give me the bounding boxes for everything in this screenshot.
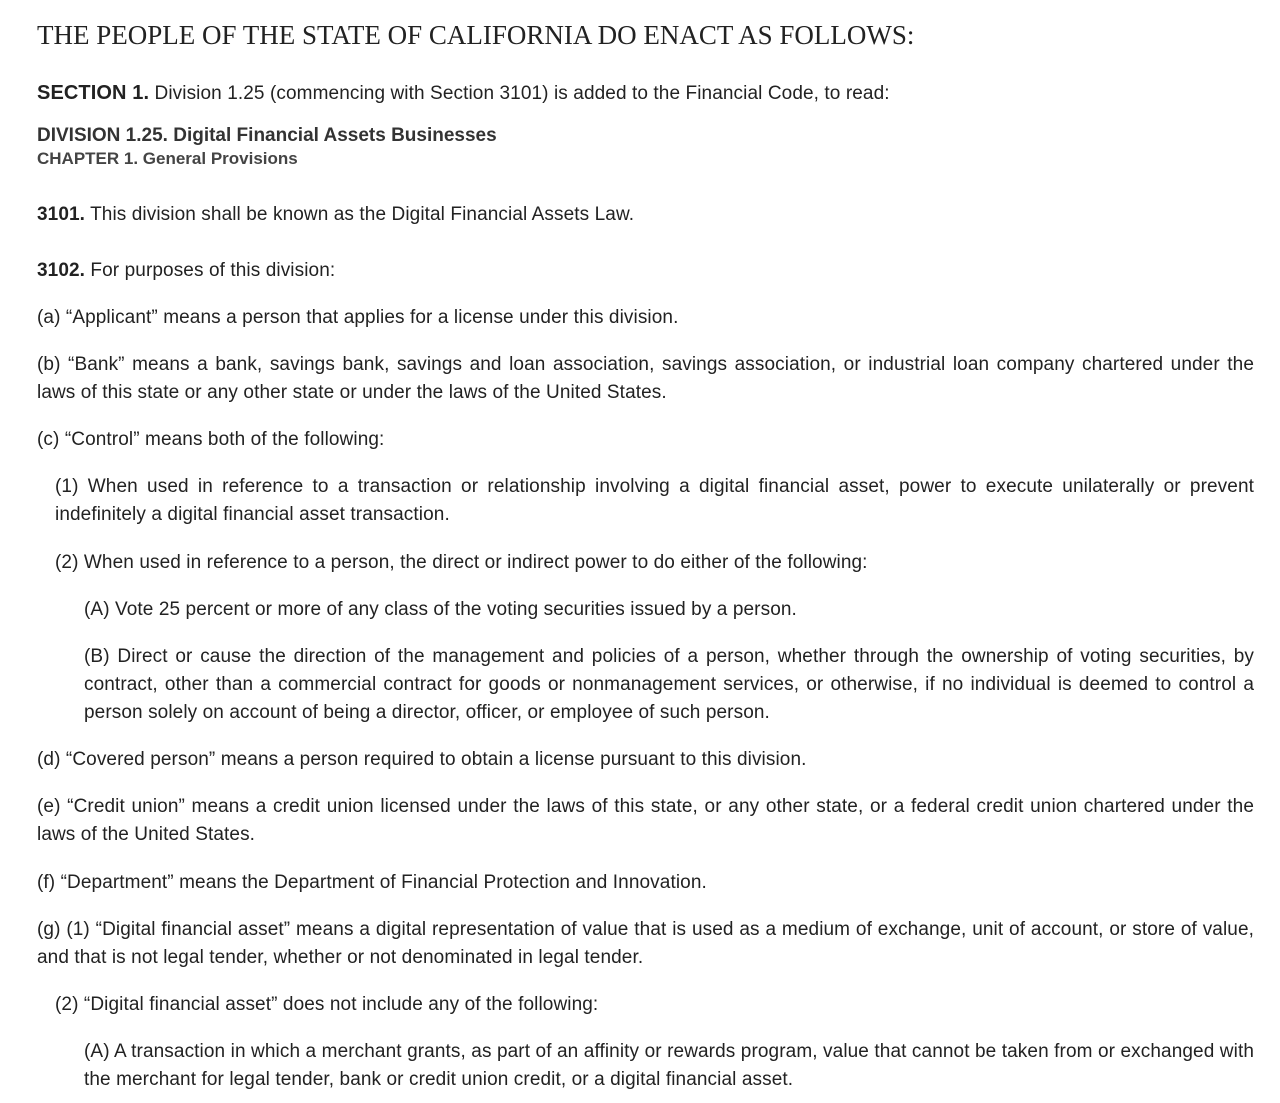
paragraph-d: (d) “Covered person” means a person required to obtain a license pursuant to this division. [37,749,807,770]
paragraph-g-2: (2) “Digital financial asset” does not include any of the following: [55,994,599,1015]
section-3101-text: This division shall be known as the Digital Financial Assets Law. [85,204,635,225]
section-3102 [37,257,1254,285]
paragraph-b: (b) “Bank” means a bank, savings bank, savings and loan association, savings association, or industrial loan company chartered under the laws of this state or any other state or under the laws of the United States. [37,354,1254,403]
paragraph-c-2-b: (B) Direct or cause the direction of the management and policies of a person, whether through the ownership of voting securities, by contract, other than a commercial contract for goods or nonmanagement services, or otherwise, if no individual is deemed to control a person solely on account of being a director, officer, or employee of such person. [84,646,1254,723]
paragraph-e: (e) “Credit union” means a credit union licensed under the laws of this state, or any other state, or a federal credit union chartered under the laws of the United States. [37,796,1254,845]
page-title: THE PEOPLE OF THE STATE OF CALIFORNIA DO ENACT AS FOLLOWS: [37,20,915,50]
section-3102-text: For purposes of this division: [85,260,336,281]
chapter-title: CHAPTER 1. General Provisions [37,149,298,168]
paragraph-f: (f) “Department” means the Department of Financial Protection and Innovation. [37,872,707,893]
paragraph-c: (c) “Control” means both of the following: [37,429,385,450]
section-heading [37,79,890,108]
paragraph-c-2: (2) When used in reference to a person, the direct or indirect power to do either of the following: [55,552,868,573]
section-label: SECTION 1. [37,82,150,104]
section-3101 [37,201,1254,229]
division-title: DIVISION 1.25. Digital Financial Assets Businesses [37,125,497,146]
section-text: Division 1.25 (commencing with Section 3101) is added to the Financial Code, to read: [149,83,890,104]
paragraph-c-1: (1) When used in reference to a transaction or relationship involving a digital financial asset, power to execute unilaterally or prevent indefinitely a digital financial asset transaction. [55,476,1254,525]
section-number: 3101. [37,204,86,225]
paragraph-g-2-a: (A) A transaction in which a merchant grants, as part of an affinity or rewards program, value that cannot be taken from or exchanged with the merchant for legal tender, bank or credit union credit, or a digital financial asset. [84,1041,1254,1090]
paragraph-g-1: (g) (1) “Digital financial asset” means a digital representation of value that is used as a medium of exchange, unit of account, or store of value, and that is not legal tender, whether or not denominated in legal tender. [37,919,1254,968]
section-number: 3102. [37,260,86,281]
paragraph-c-2-a: (A) Vote 25 percent or more of any class of the voting securities issued by a person. [84,599,797,620]
paragraph-a: (a) “Applicant” means a person that applies for a license under this division. [37,307,679,328]
